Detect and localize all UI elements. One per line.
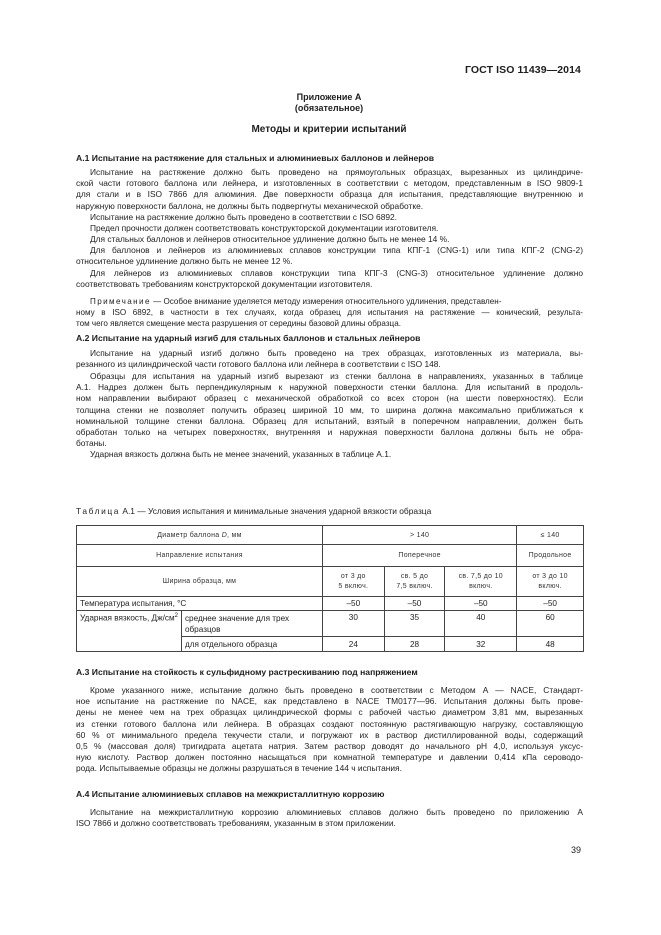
- a1-paragraph-3: [76, 223, 583, 234]
- note-label: Примечание: [90, 297, 151, 306]
- text-line: ISO 7866 и должно соответствовать требованиям, указанным в этом приложении.: [76, 818, 396, 829]
- text-line: Для стальных баллонов и лейнеров относительное удлинение должно быть не менее 14 %.: [90, 234, 450, 244]
- table-cell: –50: [445, 597, 517, 611]
- text-line: Образцы для испытания на ударный изгиб вырезают из стенки баллона в направлениях, указанных в таблице: [90, 371, 583, 381]
- text-line: толщина стенки не позволяет получить образец шириной 10 мм, то ширина должна максимально приближаться к: [76, 404, 583, 415]
- width-line: от 3 до: [340, 572, 366, 580]
- table-caption-label: Таблица: [76, 506, 121, 516]
- a1-paragraph-1: [76, 167, 583, 212]
- section-a1-heading: А.1 Испытание на растяжение для стальных и алюминиевых баллонов и лейнеров: [76, 153, 435, 163]
- page-number: 39: [570, 845, 581, 855]
- text-line: ботаны.: [76, 438, 107, 449]
- width-line: св. 7,5 до 10: [458, 572, 503, 580]
- note-text: — Особое внимание уделяется методу измерения относительного удлинения, представлен-: [150, 297, 502, 306]
- table-row: [77, 611, 584, 637]
- text-line: Ударная вязкость должна быть не менее значений, указанных в таблице А.1.: [90, 449, 392, 459]
- a1-paragraph-6: [76, 268, 583, 290]
- a1-note: [76, 296, 583, 330]
- a2-paragraph-3: [76, 449, 583, 460]
- impact-test-table: [76, 525, 584, 652]
- table-cell: –50: [323, 597, 385, 611]
- a4-paragraph-1: [76, 807, 583, 829]
- section-a4-heading: А.4 Испытание алюминиевых сплавов на межкристаллитную коррозию: [76, 789, 385, 799]
- impact-label: Ударная вязкость, Дж/см: [80, 613, 175, 623]
- text-line: для стали и в ISO 7866 для алюминия. Две поверхности образца для испытания, представляющие внутреннюю и: [76, 189, 583, 200]
- table-cell: 28: [384, 637, 445, 652]
- table-header-cell: [445, 567, 517, 597]
- section-a3-heading: А.3 Испытание на стойкость к сульфидному растрескиванию под напряжением: [76, 667, 418, 677]
- a2-paragraph-1: [76, 348, 583, 370]
- a3-paragraph-1: [76, 685, 583, 775]
- width-line: 7,5 включ.: [396, 582, 433, 590]
- table-header-cell: [323, 567, 385, 597]
- table-header-cell: ≤ 140: [517, 526, 584, 545]
- table-row: [77, 597, 584, 611]
- text-line: соответствовать требованиям конструкторской документации изготовителя.: [76, 279, 373, 290]
- table-cell: 24: [323, 637, 385, 652]
- table-cell: среднее значение для трех образцов: [181, 611, 322, 637]
- text-line: номинальной толщине стенки баллона. Образец для испытаний, взятый в поперечном направлении, должен быть: [76, 415, 583, 426]
- table-cell: –50: [517, 597, 584, 611]
- section-a2-heading: А.2 Испытание на ударный изгиб для стальных баллонов и стальных лейнеров: [76, 333, 421, 343]
- table-cell: 60: [517, 611, 584, 637]
- table-row: [77, 526, 584, 545]
- table-cell: 40: [445, 611, 517, 637]
- text-line: Для баллонов и лейнеров из алюминиевых сплавов конструкции типа КПГ-1 (CNG-1) или типа КПГ-2 (CNG-2): [90, 245, 583, 255]
- text-line: 0,5 % (массовая доля) тригидрата ацетата натрия. Затем раствор доводят до начального рН 4,0, используя уксус-: [76, 740, 583, 751]
- width-line: включ.: [469, 582, 493, 590]
- width-line: 5 включ.: [338, 582, 369, 590]
- table-row: [77, 545, 584, 567]
- table-cell: 30: [323, 611, 385, 637]
- text-line: из стенки готового баллона или лейнера. В образцах создают постоянную растягивающую нагрузку, составляющую: [76, 718, 583, 729]
- text-line: Кроме указанного ниже, испытание должно быть проведено в соответствии с Методом А — NACE, Стандарт-: [90, 685, 583, 695]
- table-cell: –50: [384, 597, 445, 611]
- text-line: 60 % от минимального предела текучести стали, и погружают их в раствор дистиллированной воды, содержащий: [76, 729, 583, 740]
- text-line: относительное удлинение должно быть не менее 12 %.: [76, 256, 293, 267]
- text-line: Испытание на межкристаллитную коррозию алюминиевых сплавов должно быть проведено по приложению А: [90, 807, 583, 817]
- text-line: Испытание на растяжение должно быть проведено в соответствии с ISO 6892.: [90, 212, 397, 222]
- text-line: ской части готового баллона или лейнера, и изготовленных в соответствии с методом, представленным в ISO 9809-1: [76, 178, 583, 189]
- table-cell: [77, 611, 182, 652]
- table-cell: 32: [445, 637, 517, 652]
- table-header-cell: Ширина образца, мм: [77, 567, 323, 597]
- text-line: ное испытание на растяжение по NACE, как представлено в NACE TM0177—96. Испытания должны быть прове-: [76, 696, 583, 707]
- text-line: Для лейнеров из алюминиевых сплавов конструкции типа КПГ-3 (CNG-3) относительное удлинение должно: [90, 268, 583, 278]
- text-line: рода. Испытываемые образцы не должны разрушаться в течение 144 ч испытания.: [76, 763, 402, 774]
- table-header-cell: [384, 567, 445, 597]
- table-row: [77, 567, 584, 597]
- width-line: включ.: [538, 582, 562, 590]
- appendix-subtitle: (обязательное): [294, 103, 364, 113]
- table-cell: Температура испытания, °С: [77, 597, 323, 611]
- table-cell: 48: [517, 637, 584, 652]
- table-header-cell: Поперечное: [323, 545, 517, 567]
- table-header-cell: Продольное: [517, 545, 584, 567]
- table-cell: 35: [384, 611, 445, 637]
- table-header-cell: Направление испытания: [77, 545, 323, 567]
- diameter-label: Диаметр баллона D, мм: [157, 531, 242, 539]
- standard-header: ГОСТ ISO 11439—2014: [464, 64, 581, 76]
- text-line: Испытание на растяжение должно быть проведено на прямоугольных образцах, вырезанных из цилиндриче-: [90, 167, 583, 177]
- text-line: Предел прочности должен соответствовать конструкторской документации изготовителя.: [90, 223, 439, 233]
- text-line: резанного из цилиндрической части готового баллона или лейнера в соответствии с ISO 148.: [76, 359, 441, 370]
- text-line: дены не менее чем на трех образцах цилиндрической формы с рабочей частью диаметром 3,81 мм, вырезанных: [76, 707, 583, 718]
- text-line: ную кислоту. Раствор должен постоянно насыщаться при комнатной температуре и давлении 0,414 кПа сероводо-: [76, 752, 583, 763]
- table-header-cell: [517, 567, 584, 597]
- table-caption: [76, 506, 431, 516]
- a1-paragraph-2: [76, 212, 583, 223]
- table-caption-text: А.1 — Условия испытания и минимальные значения ударной вязкости образца: [120, 506, 432, 516]
- a2-paragraph-2: [76, 371, 583, 449]
- text-line: ном направлении выбирают образец с механической обработкой со всех сторон (на шести поверхностях). Если: [76, 393, 583, 404]
- table-cell: для отдельного образца: [181, 637, 322, 652]
- text-line: наружную поверхности баллона, не должны быть подвергнуты механической обработке.: [76, 200, 424, 211]
- text-line: ному в ISO 6892, в частности в тех случаях, когда образец для испытания на растяжение — конический, результа-: [76, 308, 583, 318]
- width-line: св. 5 до: [400, 572, 429, 580]
- text-line: обработан только на четырех поверхностях, внутренняя и наружная поверхности баллона должны быть не обра-: [76, 426, 583, 437]
- a1-paragraph-5: [76, 245, 583, 267]
- width-line: от 3 до 10: [532, 572, 568, 580]
- appendix-title: Приложение А: [296, 92, 362, 102]
- text-line: А.1. Надрез должен быть перпендикулярным к наружной поверхности стенки баллона. Для испытаний в продоль-: [76, 382, 583, 393]
- main-title: Методы и критерии испытаний: [251, 124, 407, 135]
- table-header-cell: > 140: [323, 526, 517, 545]
- impact-sup: 2: [174, 613, 178, 619]
- a1-paragraph-4: [76, 234, 583, 245]
- text-line: Испытание на ударный изгиб должно быть проведено на трех образцах, изготовленных из материала, вы-: [90, 348, 583, 358]
- text-line: том чего является смещение места разрушения от середины базовой длины образца.: [76, 319, 401, 329]
- text-line: [76, 296, 583, 307]
- table-header-cell: [77, 526, 323, 545]
